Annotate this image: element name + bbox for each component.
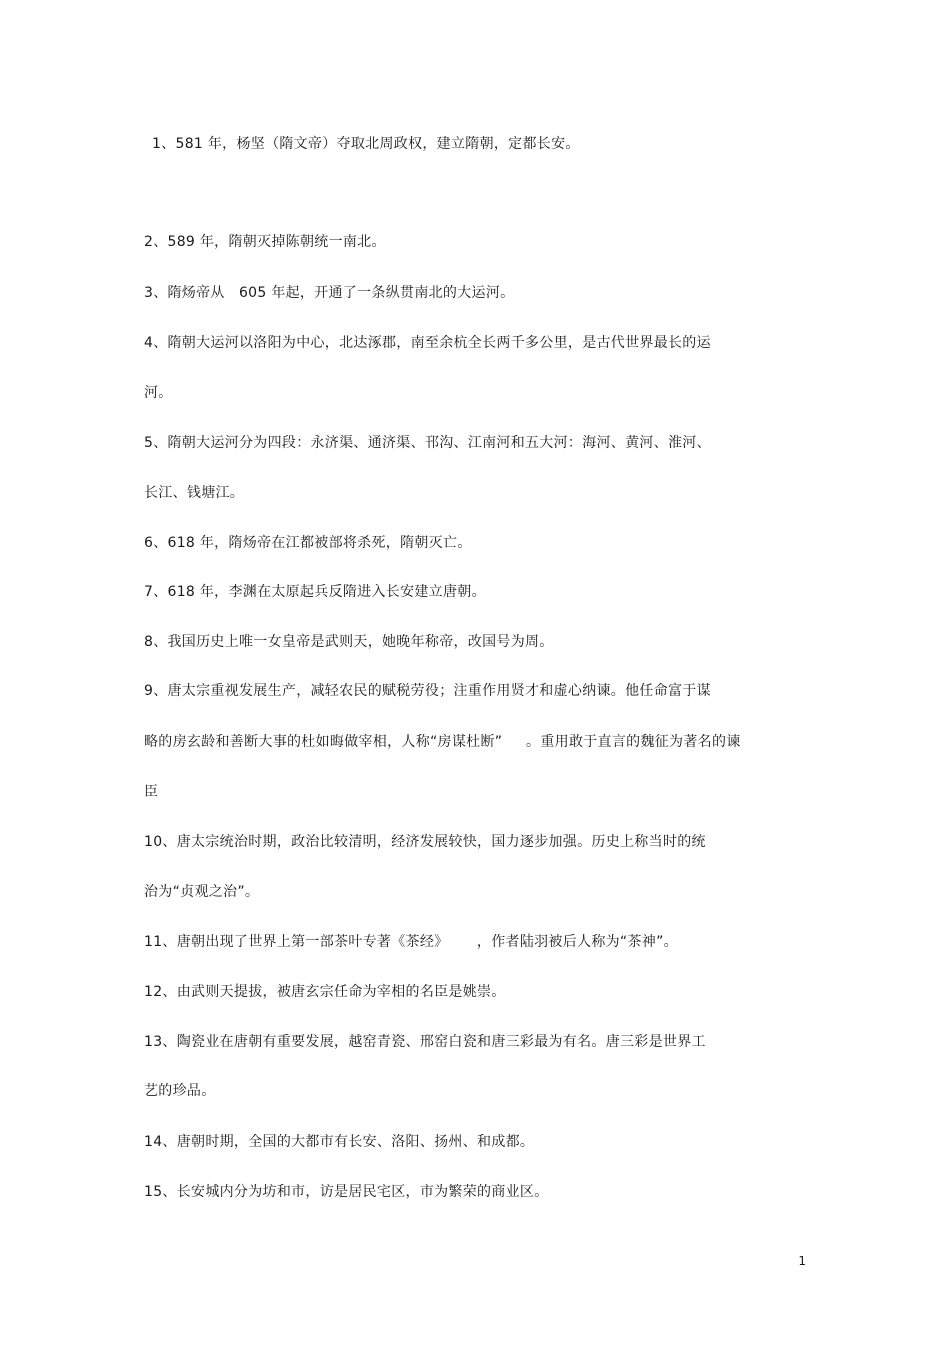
text-line: 13、陶瓷业在唐朝有重要发展，越窑青瓷、邢窑白瓷和唐三彩最为有名。唐三彩是世界工	[144, 1034, 706, 1050]
text-line: 15、长安城内分为坊和市，访是居民宅区，市为繁荣的商业区。	[144, 1184, 549, 1200]
text-line: 5、隋朝大运河分为四段：永济渠、通济渠、邗沟、江南河和五大河：海河、黄河、淮河、	[144, 435, 711, 451]
text-line: 治为“贞观之治”。	[144, 884, 260, 900]
text-line: 1、581 年，杨坚（隋文帝）夺取北周政权，建立隋朝，定都长安。	[152, 136, 580, 152]
text-line: 8、我国历史上唯一女皇帝是武则天，她晚年称帝，改国号为周。	[144, 634, 554, 650]
text-line: 艺的珍品。	[144, 1083, 216, 1099]
text-line: 3、隋炀帝从 605 年起，开通了一条纵贯南北的大运河。	[144, 285, 515, 301]
text-line: 河。	[144, 385, 173, 401]
text-line: 臣	[144, 784, 159, 800]
page-number: 1	[798, 1254, 806, 1268]
text-line: 11、唐朝出现了世界上第一部茶叶专著《茶经》 ，作者陆羽被后人称为“茶神”。	[144, 934, 678, 950]
text-line: 14、唐朝时期，全国的大都市有长安、洛阳、扬州、和成都。	[144, 1134, 535, 1150]
text-line: 6、618 年，隋炀帝在江都被部将杀死，隋朝灭亡。	[144, 535, 472, 551]
text-line: 10、唐太宗统治时期，政治比较清明，经济发展较快，国力逐步加强。历史上称当时的统	[144, 834, 706, 850]
text-line: 7、618 年，李渊在太原起兵反隋进入长安建立唐朝。	[144, 584, 486, 600]
text-line: 4、隋朝大运河以洛阳为中心，北达涿郡，南至余杭全长两千多公里，是古代世界最长的运	[144, 335, 711, 351]
text-line: 2、589 年，隋朝灭掉陈朝统一南北。	[144, 234, 386, 250]
text-line: 略的房玄龄和善断大事的杜如晦做宰相，人称“房谋杜断” 。重用敢于直言的魏征为著名的谏	[144, 734, 741, 750]
text-line: 12、由武则天提拔，被唐玄宗任命为宰相的名臣是姚崇。	[144, 984, 506, 1000]
text-line: 长江、钱塘江。	[144, 485, 245, 501]
text-line: 9、唐太宗重视发展生产，减轻农民的赋税劳役；注重作用贤才和虚心纳谏。他任命富于谋	[144, 683, 711, 699]
